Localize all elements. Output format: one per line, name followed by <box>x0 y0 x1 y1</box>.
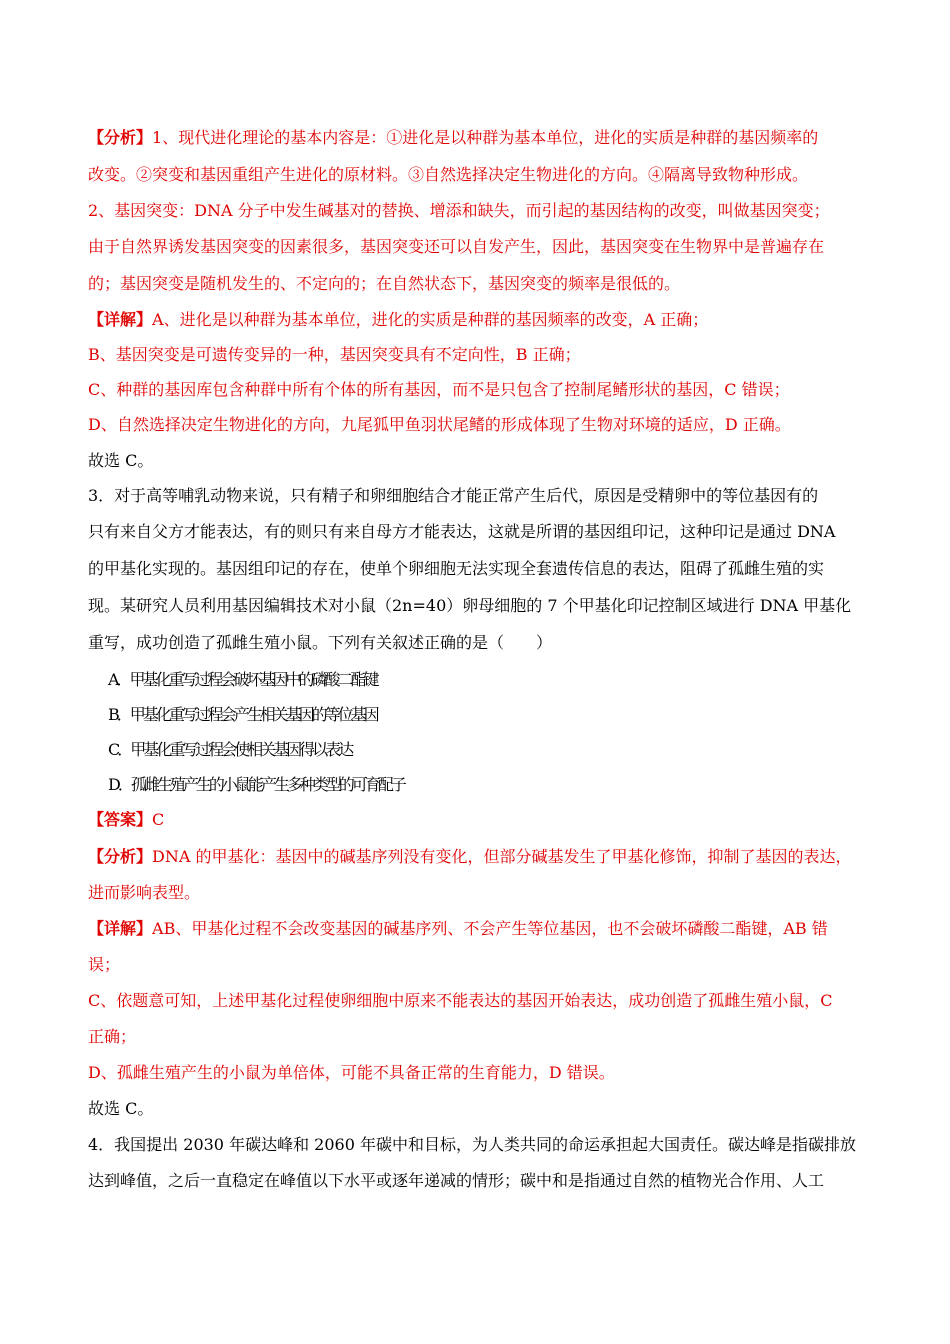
q2-detail-line-4: D、自然选择决定生物进化的方向，九尾狐甲鱼羽状尾鳍的形成体现了生物对环境的适应，D 正确。 <box>88 415 791 434</box>
q3-stem-line-3: 的甲基化实现的。基因组印记的存在，使单个卵细胞无法实现全套遗传信息的表达，阻碍了孤雌生殖的实 <box>88 559 825 578</box>
q3-option-d: D．孤雌生殖产生的小鼠能产生多种类型的可育配子 <box>108 775 404 794</box>
q3-stem-line-4: 现。某研究人员利用基因编辑技术对小鼠（2n=40）卵母细胞的 7 个甲基化印记控制区域进行 DNA 甲基化 <box>88 596 852 615</box>
q3-option-a: A．甲基化重写过程会破坏基因中的磷酸二酯键 <box>108 670 377 689</box>
q3-stem-line-2: 只有来自父方才能表达，有的则只有来自母方才能表达，这就是所谓的基因组印记，这种印记是通过 DNA <box>88 522 836 541</box>
q2-analysis-line-1: 【分析】1、现代进化理论的基本内容是：①进化是以种群为基本单位，进化的实质是种群的基因频率的 <box>88 128 819 147</box>
q2-detail-line-2: B、基因突变是可遗传变异的一种，基因突变具有不定向性，B 正确； <box>88 345 581 364</box>
q3-detail-line-3: C、依题意可知，上述甲基化过程使卵细胞中原来不能表达的基因开始表达，成功创造了孤雌生殖小鼠，C <box>88 991 833 1010</box>
q3-analysis-line-1: 【分析】DNA 的甲基化：基因中的碱基序列没有变化，但部分碱基发生了甲基化修饰，抑制了基因的表达， <box>88 847 852 866</box>
q3-detail-line-1: 【详解】AB、甲基化过程不会改变基因的碱基序列、不会产生等位基因，也不会破坏磷酸二酯键，AB 错 <box>88 919 828 938</box>
answer-tag: 【答案】 <box>88 810 153 829</box>
q3-stem-line-5: 重写，成功创造了孤雌生殖小鼠。下列有关叙述正确的是（ ） <box>88 633 553 652</box>
detail-tag: 【详解】 <box>88 310 153 329</box>
q2-analysis-line-4: 由于自然界诱发基因突变的因素很多，基因突变还可以自发产生，因此，基因突变在生物界中是普遍存在 <box>88 237 825 256</box>
q3-answer <box>88 808 888 832</box>
q4-stem-line-2: 达到峰值，之后一直稳定在峰值以下水平或逐年递减的情形；碳中和是指通过自然的植物光合作用、人工 <box>88 1171 825 1190</box>
q2-analysis-line-5: 的；基因突变是随机发生的、不定向的；在自然状态下，基因突变的频率是很低的。 <box>88 274 681 293</box>
q3-detail-line-4: 正确； <box>88 1027 137 1046</box>
q3-choose: 故选 C。 <box>88 1099 154 1118</box>
analysis-tag: 【分析】 <box>88 847 153 866</box>
q3-detail-line-5: D、孤雌生殖产生的小鼠为单倍体，可能不具备正常的生育能力，D 错误。 <box>88 1063 615 1082</box>
q2-analysis-line-3: 2、基因突变：DNA 分子中发生碱基对的替换、增添和缺失，而引起的基因结构的改变，叫做基因突变； <box>88 201 830 220</box>
detail-tag: 【详解】 <box>88 919 153 938</box>
q2-detail-line-3: C、种群的基因库包含种群中所有个体的所有基因，而不是只包含了控制尾鳍形状的基因，C 错误； <box>88 380 790 399</box>
q3-stem-line-1: 3．对于高等哺乳动物来说，只有精子和卵细胞结合才能正常产生后代，原因是受精卵中的等位基因有的 <box>88 486 819 505</box>
q3-option-b: B．甲基化重写过程会产生相关基因的等位基因 <box>108 705 377 724</box>
q3-option-c: C．甲基化重写过程会使相关基因得以表达 <box>108 740 352 759</box>
q2-choose: 故选 C。 <box>88 451 154 470</box>
q3-analysis-line-2: 进而影响表型。 <box>88 883 201 902</box>
q4-stem-line-1: 4．我国提出 2030 年碳达峰和 2060 年碳中和目标，为人类共同的命运承担起大国责任。碳达峰是指碳排放 <box>88 1135 856 1154</box>
q2-detail-line-1: 【详解】A、进化是以种群为基本单位，进化的实质是种群的基因频率的改变，A 正确； <box>88 310 709 329</box>
q3-detail-line-2: 误； <box>88 955 121 974</box>
analysis-tag: 【分析】 <box>88 128 153 147</box>
answer-value: C <box>152 810 165 829</box>
q2-analysis-line-2: 改变。②突变和基因重组产生进化的原材料。③自然选择决定生物进化的方向。④隔离导致物种形成。 <box>88 165 809 184</box>
